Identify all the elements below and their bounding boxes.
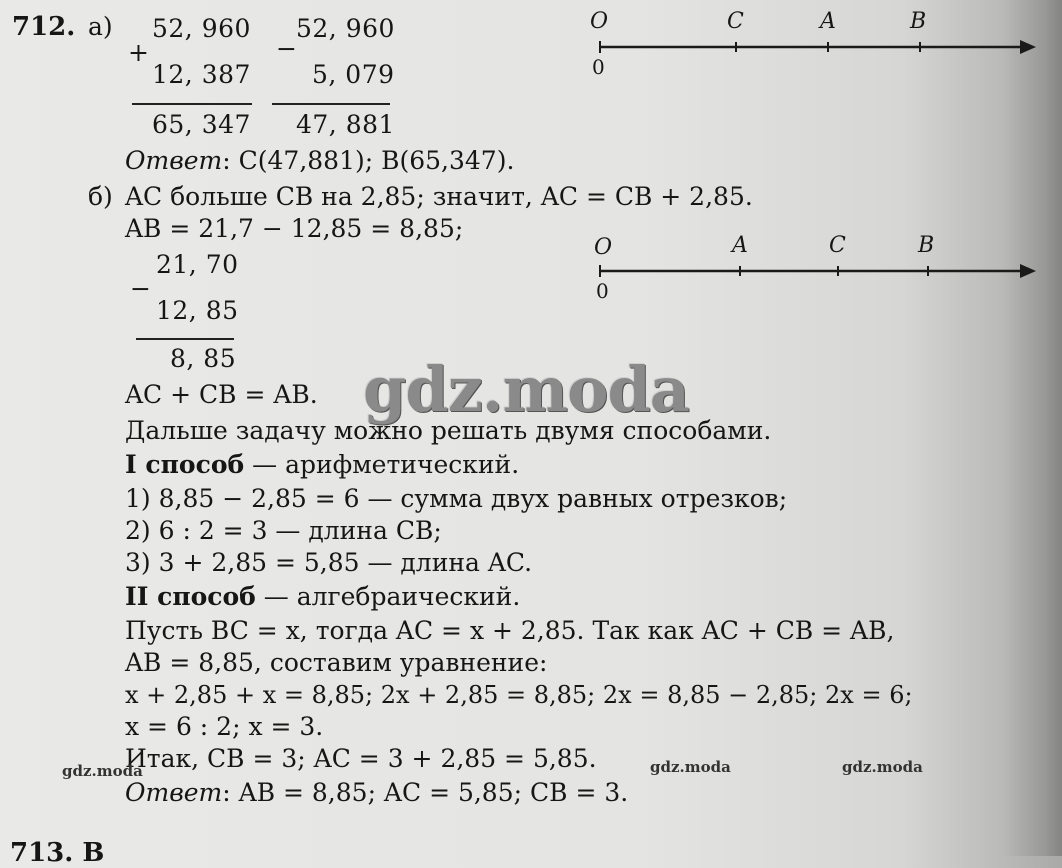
nl2-point-c: C [829,233,846,258]
b-sub-result: 8, 85 [170,344,237,373]
b-sub-rule [136,338,234,340]
alg2: AB = 8,85, составим уравнение: [125,648,548,677]
add-result: 65, 347 [152,110,251,139]
add-sign: + [128,38,150,67]
b-sub-sign: − [130,274,152,303]
part-b-label: б) [88,182,113,211]
nl1-point-b: B [910,9,927,34]
nl2-zero-label: 0 [596,279,609,303]
next-problem-fragment: 713. В [10,838,105,868]
method1-heading [125,450,519,480]
answer-a-label: Ответ [125,146,223,175]
part-b-line1: AC больше CB на 2,85; значит, AC = CB + 2,85. [125,182,753,211]
answer-a [125,146,514,176]
alg5: Итак, CB = 3; AC = 3 + 2,85 = 5,85. [125,744,597,773]
method1-rest: — арифметический. [244,450,520,479]
nl1-point-a: A [820,9,836,34]
add-bottom: 12, 387 [152,60,251,89]
method2-heading [125,582,520,612]
part-b-line4: Дальше задачу можно решать двумя способами. [125,416,772,445]
sub-top: 52, 960 [296,14,395,43]
watermark-small-3: gdz.moda [842,758,923,776]
alg1: Пусть BC = x, тогда AC = x + 2,85. Так как AC + CB = AB, [125,616,895,645]
b-sub-bottom: 12, 85 [156,296,239,325]
watermark-small-1: gdz.moda [62,762,143,780]
sub-sign: − [276,34,298,63]
page-spine-shadow [1002,0,1062,856]
b-sub-top: 21, 70 [156,250,239,279]
answer-b-text: : AB = 8,85; AC = 5,85; CB = 3. [222,778,629,807]
sub-rule [272,103,390,105]
step2: 2) 6 : 2 = 3 — длина CB; [125,516,442,545]
answer-b [125,778,628,808]
sub-result: 47, 881 [296,110,395,139]
number-line-1 [590,10,1040,80]
answer-b-label: Ответ [125,778,223,807]
nl1-point-c: C [727,9,744,34]
part-b-line3: AC + CB = AB. [125,380,318,409]
step1: 1) 8,85 − 2,85 = 6 — сумма двух равных отрезков; [125,484,788,513]
part-b-line2: AB = 21,7 − 12,85 = 8,85; [125,214,464,243]
method2-title: II способ [125,582,256,611]
watermark-main: gdz.moda [363,353,689,426]
nl1-zero-label: 0 [592,55,605,79]
nl2-point-a: A [732,233,748,258]
number-line-2 [590,234,1040,304]
step3: 3) 3 + 2,85 = 5,85 — длина AC. [125,548,533,577]
method1-title: I способ [125,450,245,479]
alg4: x = 6 : 2; x = 3. [125,712,324,741]
problem-number: 712. [12,12,76,42]
nl2-point-b: B [918,233,935,258]
method2-rest: — алгебраический. [255,582,521,611]
add-top: 52, 960 [152,14,251,43]
add-rule [132,103,252,105]
watermark-small-2: gdz.moda [650,758,731,776]
nl2-origin-label: O [594,235,613,260]
nl1-origin-label: O [590,9,609,34]
answer-a-text: : C(47,881); B(65,347). [222,146,515,175]
part-a-label: а) [88,12,113,41]
sub-bottom: 5, 079 [312,60,395,89]
alg3: x + 2,85 + x = 8,85; 2x + 2,85 = 8,85; 2x = 8,85 − 2,85; 2x = 6; [125,681,913,709]
